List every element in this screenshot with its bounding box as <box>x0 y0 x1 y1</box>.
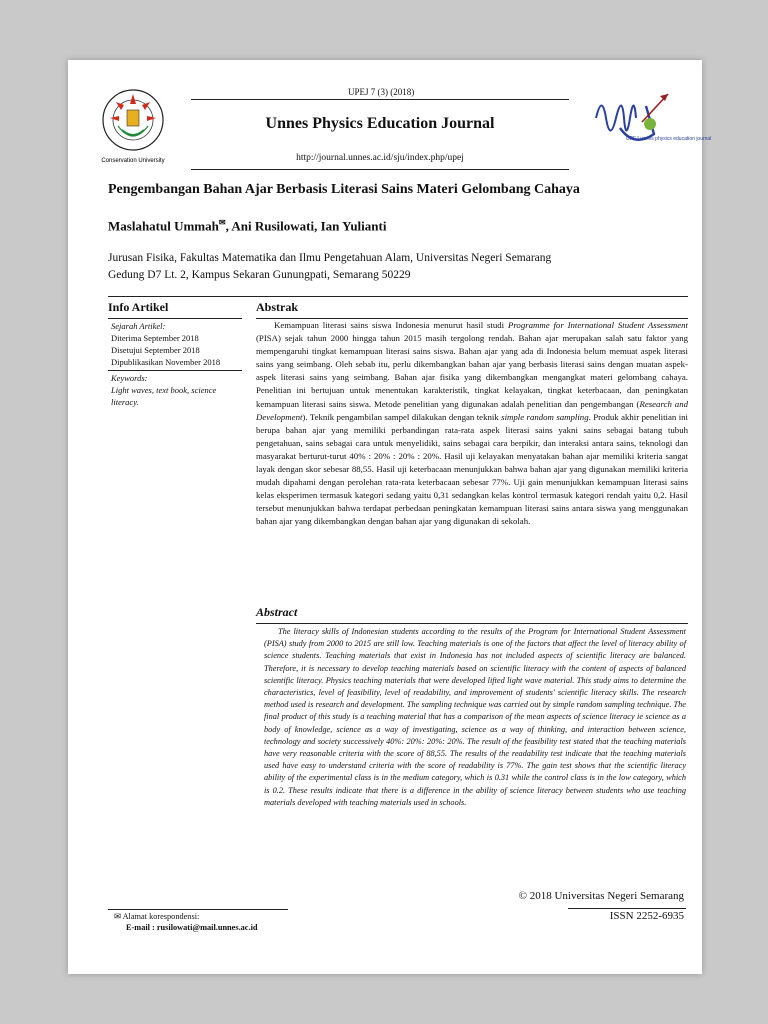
published-date: Dipublikasikan November 2018 <box>111 357 221 367</box>
correspondence-footnote <box>114 911 258 933</box>
university-logo <box>98 80 168 172</box>
abstrak-heading: Abstrak <box>256 300 299 314</box>
affiliation-line: Gedung D7 Lt. 2, Kampus Sekaran Gunungpati, Semarang 50229 <box>108 269 411 281</box>
received-date: Diterima September 2018 <box>111 333 199 343</box>
journal-url[interactable]: http://journal.unnes.ac.id/sju/index.php/upej <box>296 153 464 163</box>
issn-rule <box>568 908 686 909</box>
abstrak-text: Kemampuan literasi sains siswa Indonesia menurut hasil studi Programme for International Student Assessment (PISA) sejak tahun 2000 hingga tahun 2015 masih tergolong rendah. Bahan ajar merupakan salah satu faktor yang mempengaruhi tingkat kemampuan literasi sains siswa. Bahan ajar yang ada di Indonesia belum memuat aspek literasi sains yang seimbang. Oleh sebab itu, perlu dikembangkan bahan ajar yang berbasis literasi sains dengan muatan aspek-aspek literasi sains yang seimbang. Bahan ajar fisika yang dikembangkan mengangkat materi gelombang cahaya. Penelitian ini bertujuan untuk menentukan karakteristik, tingkat kelayakan, tingkat keterbacaan, dan peningkatan kemampuan literasi sains siswa. Metode penelitian yang digunakan adalah penelitian dan pengembangan (Research and Development). Teknik pengambilan sampel dilakukan dengan teknik simple random sampling. Produk akhir penelitian ini berupa bahan ajar yang memiliki perbandingan rata-rata aspek literasi sains yakni sains sebagai batang tubuh pengetahuan, sains sebagai cara untuk menyelidiki, sains sebagai cara berpikir, dan interaksi antara sains, teknologi dan masyarakat berturut-turut 40% : 20% : 20% : 20%. Hasil uji kelayakan menyatakan bahan ajar memiliki kriteria sangat layak dengan skor sebesar 88,55. Hasil uji keterbacaan menunjukkan bahwa bahan ajar yang digunakan memiliki kriteria mudah dipahami dengan perolehan rata-rata keterbacaan sebesar 77%. Uji gain menunjukkan kemampuan literasi sains kelas eksperimen termasuk kategori sedang yaitu 0,31 sedangkan kelas kontrol termasuk kategori rendah yaitu 0,2. Hasil tersebut menunjukkan bahwa terdapat perbedaan peningkatan kemampuan literasi sains antara siswa yang menggunakan bahan ajar yang dikembangkan dengan bahan ajar yang digunakan di sekolah. <box>256 320 688 527</box>
paper-page <box>68 60 712 974</box>
footnote-rule <box>108 909 288 910</box>
abstract-rule <box>256 623 688 624</box>
affiliation <box>108 250 648 284</box>
envelope-icon: ✉ <box>218 218 226 227</box>
correspondence-label: Alamat korespondensi: <box>120 912 200 921</box>
keywords-label: Keywords: <box>111 373 148 383</box>
logo-caption: Conservation University <box>101 158 165 164</box>
first-author: Maslahatul Ummah <box>108 218 219 234</box>
header-rule-top <box>191 99 569 100</box>
copyright: © 2018 Universitas Negeri Semarang <box>518 890 684 902</box>
header-rule-bottom <box>191 169 569 170</box>
journal-title: Unnes Physics Education Journal <box>265 115 495 132</box>
section-rule <box>108 296 688 297</box>
journal-logo <box>594 88 712 148</box>
article-info-box <box>108 320 242 408</box>
journal-logo-caption: UPEJ unnes physics education journal <box>626 136 712 142</box>
envelope-icon: ✉ <box>114 912 121 921</box>
abstract-heading: Abstract <box>256 605 298 619</box>
volume-info: UPEJ 7 (3) (2018) <box>348 87 415 97</box>
co-authors: , Ani Rusilowati, Ian Yulianti <box>225 218 387 234</box>
history-label: Sejarah Artikel: <box>111 321 166 331</box>
abstract-text: The literacy skills of Indonesian students according to the results of the Program for International Student Assessment (PISA) study from 2000 to 2015 are still low. Teaching materials is one of the factors that affect the level of literacy ability of science students. Teaching materials that exist in Indonesia has not included aspects of scientific literacy are balanced. Therefore, it is necessary to develop teaching materials based on scientific literacy with the content of aspects of balanced scientific literacy. Physics teaching materials that were developed lifted light wave material. This study aims to determine the characteristics, level of feasibility, level of readability, and improvement of students' scientific literacy skills. The research method used is research and development. The sampling technique was carried out by simple random sampling technique. The final product of this study is a teaching material that has a comparison of the mean aspects of science literacy ie science as a body of knowledge, science as a way of investigating, science as a way of thinking, and interaction between science, technology and society successively 40%: 20%: 20%: 20%. The result of the feasibility test stated that the teaching materials have very reasonable criteria with the score of 88,55. The results of the readability test indicate that the teaching materials used have easy to understand criteria with the score of readability is 77%. The gain test shows that the scientific literacy ability of the experimental class is in the medium category, which is 0.31 while the control class is in the low category, which is 0.2. These results indicate that there is a difference in the ability of science literacy between students who use teaching materials developed with teaching materials used in schools. <box>264 627 686 807</box>
correspondence-email[interactable]: E-mail : rusilowati@mail.unnes.ac.id <box>126 923 258 932</box>
affiliation-line: Jurusan Fisika, Fakultas Matematika dan Ilmu Pengetahuan Alam, Universitas Negeri Semarang <box>108 252 552 264</box>
info-rule <box>108 318 242 319</box>
keywords: Light waves, text book, science literacy. <box>111 385 217 407</box>
article-title: Pengembangan Bahan Ajar Berbasis Literasi Sains Materi Gelombang Cahaya <box>108 182 580 197</box>
article-authors <box>108 218 688 234</box>
info-separator <box>108 370 242 371</box>
info-heading: Info Artikel <box>108 300 169 314</box>
approved-date: Disetujui September 2018 <box>111 345 200 355</box>
issn: ISSN 2252-6935 <box>609 910 684 922</box>
